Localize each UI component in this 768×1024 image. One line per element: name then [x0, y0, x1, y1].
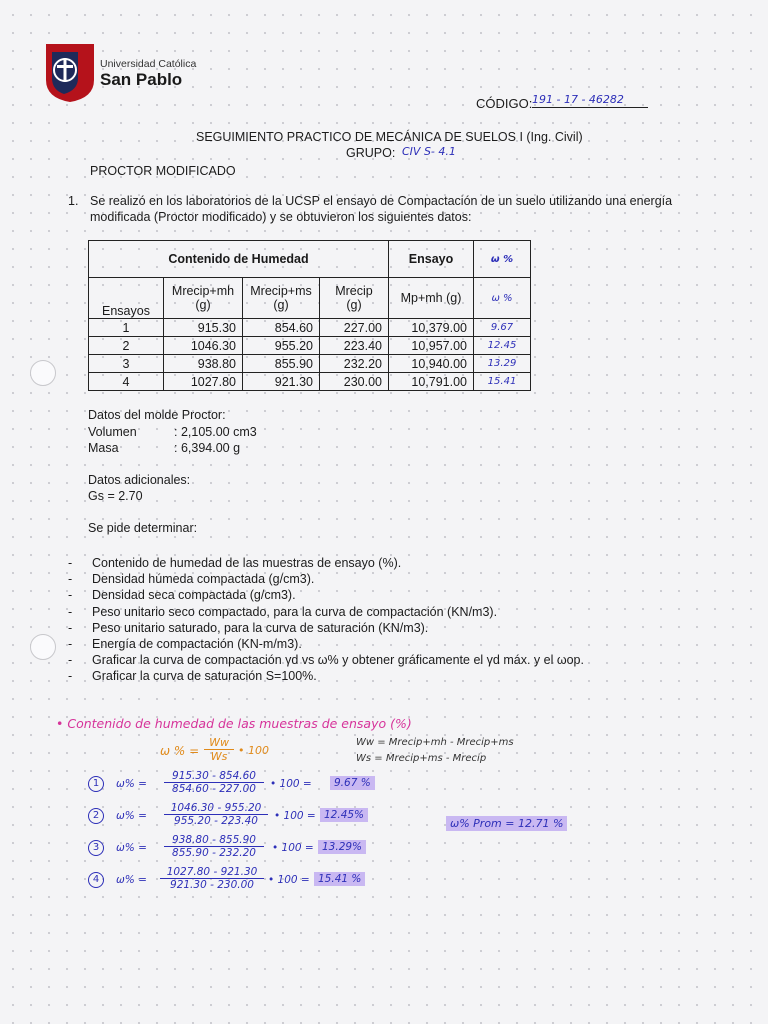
calc-row [88, 866, 388, 902]
table-cell: 2 [89, 337, 164, 355]
binder-hole [30, 634, 56, 660]
calc-numerator: 915.30 - 854.60 [164, 770, 264, 783]
calc-row [88, 770, 388, 806]
formula [160, 736, 310, 770]
calc-number: 1 [88, 776, 104, 792]
calc-lhs: ω% = [116, 874, 147, 886]
list-item: - Graficar la curva de compactación γd vs ω% y obtener gráficamente el γd máx. y el ωop. [68, 653, 584, 669]
table-cell: 223.40 [320, 337, 389, 355]
list-item: - Densidad seca compactada (g/cm3). [68, 588, 584, 604]
volumen-label: Volumen [88, 425, 137, 439]
calc-lhs: ω% = [116, 778, 147, 790]
list-item: - Contenido de humedad de las muestras de ensayo (%). [68, 556, 584, 572]
formula-denominator: Ws [210, 750, 228, 763]
table-row [89, 355, 531, 373]
calc-denominator: 854.60 - 227.00 [172, 783, 256, 795]
col-header-mrecip: Mrecip (g) [320, 278, 389, 319]
table-cell: 955.20 [243, 337, 320, 355]
table-cell: 9.67 [474, 319, 531, 337]
calc-numerator: 1027.80 - 921.30 [160, 866, 264, 879]
codigo-label: CÓDIGO: [476, 96, 533, 111]
table-cell: 938.80 [164, 355, 243, 373]
table-cell: 4 [89, 373, 164, 391]
calc-rhs: • 100 = [268, 874, 310, 886]
question-number: 1. [68, 194, 79, 208]
formula-fraction [204, 736, 234, 763]
calc-fraction [160, 866, 264, 891]
header-group: Contenido de Humedad [89, 241, 389, 278]
table-row [89, 319, 531, 337]
table-cell: 12.45 [474, 337, 531, 355]
calc-fraction [164, 770, 264, 795]
table-row [89, 337, 531, 355]
list-item: - Peso unitario seco compactado, para la curva de compactación (KN/m3). [68, 605, 584, 621]
average-result: ω% Prom = 12.71 % [446, 816, 567, 831]
calc-result: 12.45% [320, 808, 368, 822]
handwork-heading: • Contenido de humedad de las muestras de ensayo (%) [56, 716, 412, 731]
calc-denominator: 955.20 - 223.40 [174, 815, 258, 827]
calc-rhs: • 100 = [272, 842, 314, 854]
col-header-ensayos: Ensayos [89, 278, 164, 319]
calc-fraction [164, 834, 264, 859]
calc-number: 4 [88, 872, 104, 888]
col-header-w: ω % [474, 278, 531, 319]
grupo-label: GRUPO: [346, 146, 396, 160]
requirements-list [68, 556, 584, 686]
formula-rhs: • 100 [238, 744, 269, 757]
calc-denominator: 921.30 - 230.00 [170, 879, 254, 891]
calc-rhs: • 100 = [270, 778, 312, 790]
table-cell: 10,379.00 [389, 319, 474, 337]
table-cell: 1027.80 [164, 373, 243, 391]
data-table [88, 240, 531, 391]
list-item: - Graficar la curva de saturación S=100%. [68, 669, 584, 685]
table-cell: 10,791.00 [389, 373, 474, 391]
list-item: - Energía de compactación (KN-m/m3). [68, 637, 584, 653]
calc-row [88, 834, 388, 870]
header-ensayo: Ensayo [389, 241, 474, 278]
calc-fraction [164, 802, 268, 827]
list-item: - Peso unitario saturado, para la curva de saturación (KN/m3). [68, 621, 584, 637]
calc-lhs: ω% = [116, 842, 147, 854]
formula-numerator: Ww [204, 736, 234, 750]
col-header-mp-mh: Mp+mh (g) [389, 278, 474, 319]
calc-numerator: 938.80 - 855.90 [164, 834, 264, 847]
calc-row [88, 802, 388, 838]
calc-denominator: 855.90 - 232.20 [172, 847, 256, 859]
table-cell: 227.00 [320, 319, 389, 337]
calc-numerator: 1046.30 - 955.20 [164, 802, 268, 815]
calc-result: 13.29% [318, 840, 366, 854]
def-ww: Ww = Mrecip+mh - Mrecip+ms [356, 737, 514, 748]
volumen-value: : 2,105.00 cm3 [174, 425, 257, 439]
molde-title: Datos del molde Proctor: [88, 408, 226, 422]
list-item: - Densidad húmeda compactada (g/cm3). [68, 572, 584, 588]
page-title: SEGUIMIENTO PRACTICO DE MECÁNICA DE SUELOS I (Ing. Civil) [196, 130, 583, 144]
adicionales-title: Datos adicionales: [88, 473, 191, 487]
table-cell: 854.60 [243, 319, 320, 337]
table-cell: 921.30 [243, 373, 320, 391]
pide-label: Se pide determinar: [88, 521, 198, 535]
calc-result: 9.67 % [330, 776, 375, 790]
header-hand-top: ω % [474, 241, 531, 278]
question-text-1: Se realizó en los laboratorios de la UCSP el ensayo de Compactación de un suelo utilizando una energía [90, 194, 673, 208]
question-text-2: modificada (Proctor modificado) y se obtuvieron los siguientes datos: [90, 210, 472, 224]
table-cell: 1 [89, 319, 164, 337]
calc-rhs: • 100 = [274, 810, 316, 822]
table-cell: 915.30 [164, 319, 243, 337]
gs-value: Gs = 2.70 [88, 489, 143, 503]
logo-text-small: Universidad Católica [100, 58, 197, 70]
calc-lhs: ω% = [116, 810, 147, 822]
col-header-mrecip-mh: Mrecip+mh (g) [164, 278, 243, 319]
table-cell: 3 [89, 355, 164, 373]
table-cell: 13.29 [474, 355, 531, 373]
masa-label: Masa [88, 441, 119, 455]
codigo-value: 191 - 17 - 46282 [532, 93, 648, 108]
table-cell: 855.90 [243, 355, 320, 373]
logo-text-large: San Pablo [100, 70, 183, 89]
table-cell: 10,940.00 [389, 355, 474, 373]
formula-lhs: ω % = [160, 744, 200, 758]
calc-number: 2 [88, 808, 104, 824]
binder-hole [30, 360, 56, 386]
table-cell: 230.00 [320, 373, 389, 391]
calc-result: 15.41 % [314, 872, 365, 886]
col-header-mrecip-ms: Mrecip+ms (g) [243, 278, 320, 319]
table-cell: 232.20 [320, 355, 389, 373]
calc-number: 3 [88, 840, 104, 856]
table-cell: 1046.30 [164, 337, 243, 355]
grupo-value: CIV S- 4.1 [402, 145, 456, 158]
masa-value: : 6,394.00 g [174, 441, 241, 455]
table-cell: 15.41 [474, 373, 531, 391]
table-cell: 10,957.00 [389, 337, 474, 355]
table-row [89, 373, 531, 391]
subtitle: PROCTOR MODIFICADO [90, 164, 236, 178]
university-logo-icon [44, 42, 96, 104]
def-ws: Ws = Mrecip+ms - Mrecip [356, 753, 487, 764]
